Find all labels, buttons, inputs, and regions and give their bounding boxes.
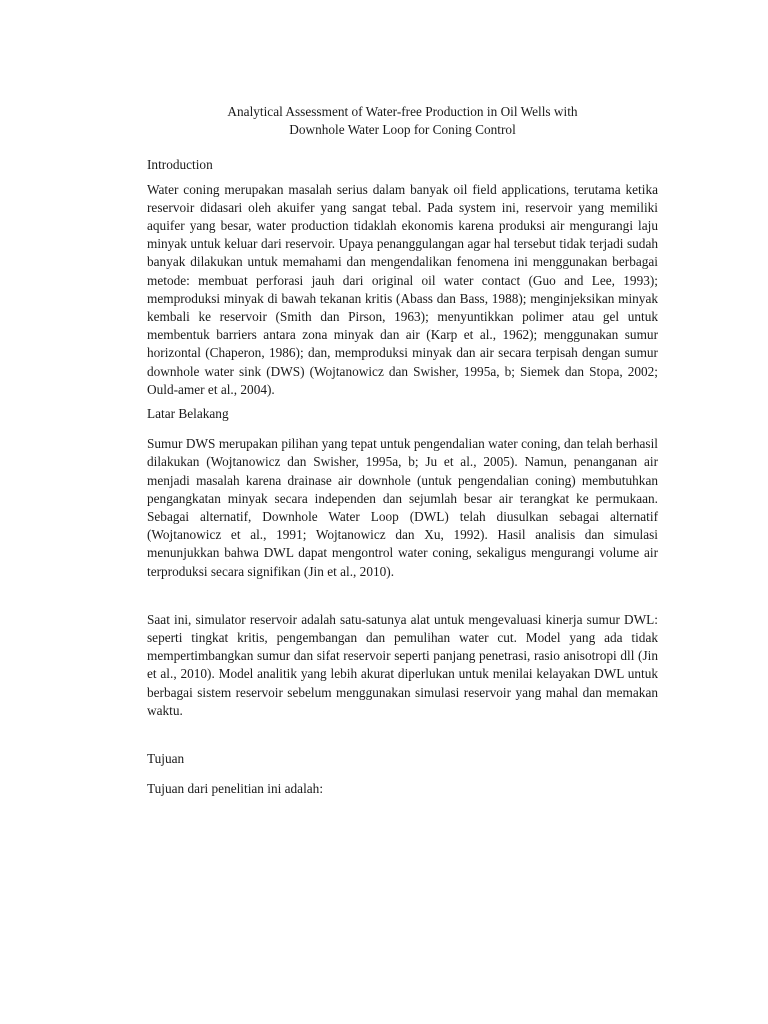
document-body — [147, 103, 658, 799]
paragraph-latar-belakang-2: Saat ini, simulator reservoir adalah satu-satunya alat untuk mengevaluasi kinerja sumur DWL: seperti tingkat kritis, pengembangan dan pemulihan water cut. Model yang ada tidak mempertimbangkan sumur dan sifat reservoir seperti panjang penetrasi, rasio anisotropi dll (Jin et al., 2010). Model analitik yang lebih akurat diperlukan untuk menilai kelayakan DWL untuk berbagai sistem reservoir sebelum menggunakan simulasi reservoir yang mahal dan memakan waktu. — [147, 611, 658, 718]
title-line-1: Analytical Assessment of Water-free Production in Oil Wells with — [227, 104, 578, 119]
title-line-2: Downhole Water Loop for Coning Control — [289, 122, 516, 138]
heading-introduction: Introduction — [147, 157, 213, 173]
document-title — [127, 103, 678, 139]
paragraph-tujuan: Tujuan dari penelitian ini adalah: — [147, 781, 324, 797]
paragraph-latar-belakang-1: Sumur DWS merupakan pilihan yang tepat untuk pengendalian water coning, dan telah berhasil dilakukan (Wojtanowicz dan Swisher, 1995a, b; Ju et al., 2005). Namun, penanganan air menjadi masalah karena drainase air downhole (untuk pengendalian coning) membutuhkan pengangkatan minyak secara independen dan sejumlah besar air terangkat ke permukaan. Sebagai alternatif, Downhole Water Loop (DWL) telah diusulkan sebagai alternatif (Wojtanowicz et al., 1991; Wojtanowicz dan Xu, 1992). Hasil analisis dan simulasi menunjukkan bahwa DWL dapat mengontrol water coning, sekaligus mengurangi volume air terproduksi secara signifikan (Jin et al., 2010). — [147, 436, 658, 579]
heading-tujuan: Tujuan — [147, 751, 185, 767]
paragraph-introduction: Water coning merupakan masalah serius dalam banyak oil field applications, terutama ketika reservoir didasari oleh akuifer yang sangat tebal. Pada system ini, reservoir yang memiliki aquifer yang besar, water production tidaklah ekonomis karena produksi air mengurangi laju minyak untuk keluar dari reservoir. Upaya penanggulangan agar hal tersebut tidak terjadi sudah banyak dilakukan untuk memahami dan mengendalikan fenomena ini menggunakan berbagai metode: membuat perforasi jauh dari original oil water contact (Guo and Lee, 1993); memproduksi minyak di bawah tekanan kritis (Abass dan Bass, 1988); menginjeksikan minyak kembali ke reservoir (Smith dan Pirson, 1963); menyuntikkan polimer atau gel untuk membentuk barriers antara zona minyak dan air (Karp et al., 1962); menggunakan sumur horizontal (Chaperon, 1986); dan, memproduksi minyak dan air secara terpisah dengan sumur downhole water sink (DWS) (Wojtanowicz dan Swisher, 1995a, b; Siemek dan Stopa, 2002; Ould-amer et al., 2004). — [147, 181, 658, 397]
heading-latar-belakang: Latar Belakang — [147, 406, 229, 422]
